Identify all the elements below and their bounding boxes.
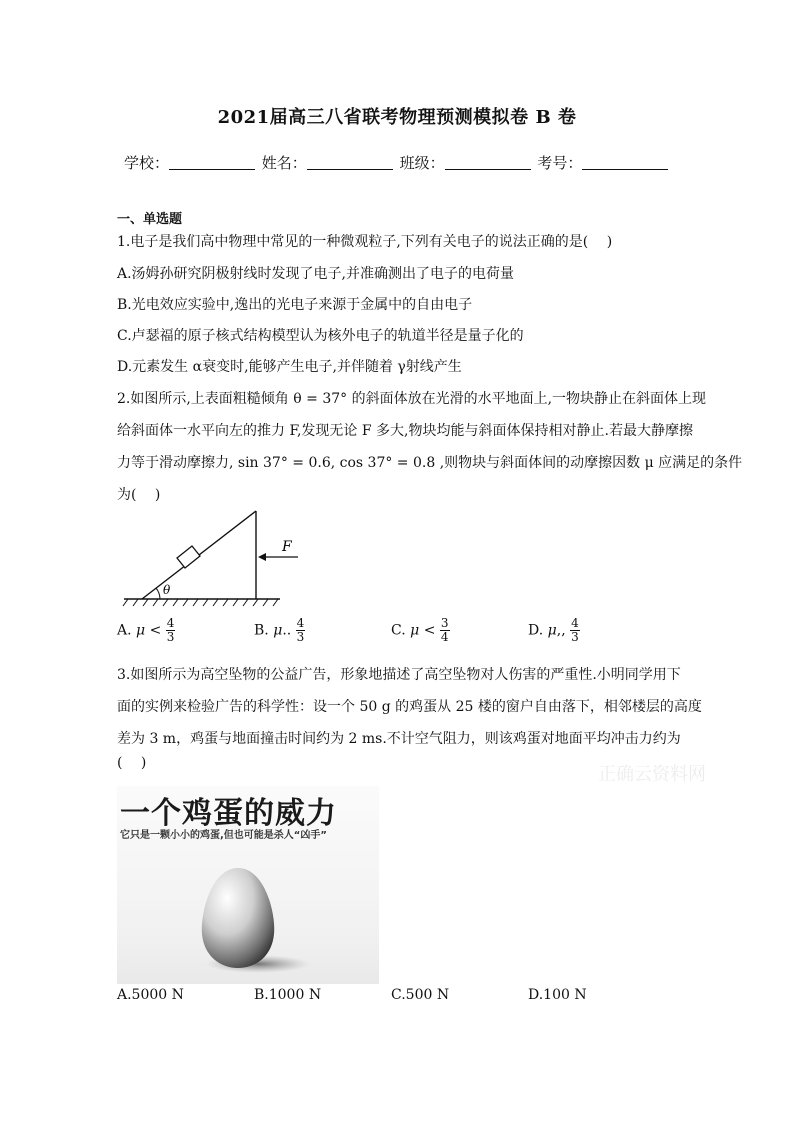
exam-number-label: 考号： bbox=[537, 154, 583, 172]
q3-stem-line-4: ( ) bbox=[117, 755, 147, 771]
ground-line bbox=[123, 599, 280, 606]
q1-option-a: A.汤姆孙研究阴极射线时发现了电子,并准确测出了电子的电荷量 bbox=[117, 266, 515, 282]
incline-figure bbox=[118, 505, 308, 609]
q1-stem: 1.电子是我们高中物理中常见的一种微观粒子,下列有关电子的说法正确的是( ) bbox=[117, 234, 613, 250]
school-blank bbox=[169, 155, 255, 170]
q3-option-d: D.100 N bbox=[528, 987, 587, 1003]
q2-stem-line-1: 2.如图所示,上表面粗糙倾角 θ = 37° 的斜面体放在光滑的水平地面上,一物块静止在斜面体上现 bbox=[117, 391, 707, 407]
poster-title: 一个鸡蛋的威力 bbox=[120, 796, 337, 831]
section-heading: 一、单选题 bbox=[117, 212, 183, 227]
q2-stem-line-2: 给斜面体一水平向左的推力 F,发现无论 F 多大,物块均能与斜面体保持相对静止.若最大静摩擦 bbox=[117, 423, 693, 439]
name-label: 姓名： bbox=[261, 154, 307, 172]
q2-option-c: C. μ < $\frac{3}{4}$ bbox=[391, 616, 449, 644]
school-label: 学校： bbox=[124, 154, 170, 172]
q2-option-d: D. μ,, $\frac{4}{3}$ bbox=[528, 616, 579, 644]
q1-option-b: B.光电效应实验中,逸出的光电子来源于金属中的自由电子 bbox=[117, 297, 473, 313]
q3-stem-line-2: 面的实例来检验广告的科学性：设一个 50 g 的鸡蛋从 25 楼的窗户自由落下，相邻楼层的高度 bbox=[117, 699, 702, 715]
fraction: $\frac{4}{3}$ bbox=[571, 616, 579, 644]
student-info-line bbox=[124, 152, 670, 173]
name-blank bbox=[307, 155, 393, 170]
class-label: 班级： bbox=[399, 154, 445, 172]
class-blank bbox=[445, 155, 531, 170]
exam-number-blank bbox=[582, 155, 668, 170]
q3-stem-line-1: 3.如图所示为高空坠物的公益广告，形象地描述了高空坠物对人伤害的严重性.小明同学用下 bbox=[117, 667, 681, 683]
angle-arc bbox=[156, 588, 160, 599]
q3-option-c: C.500 N bbox=[391, 987, 450, 1003]
force-label: F bbox=[282, 539, 292, 555]
q2-option-a: A. μ < $\frac{4}{3}$ bbox=[117, 616, 175, 644]
exam-title: 2021届高三八省联考物理预测模拟卷 B 卷 bbox=[217, 107, 577, 128]
q2-stem-line-4: 为( ) bbox=[117, 487, 161, 503]
poster-subtitle: 它只是一颗小小的鸡蛋,但也可能是杀人“凶手” bbox=[120, 830, 327, 841]
q1-option-c: C.卢瑟福的原子核式结构模型认为核外电子的轨道半径是量子化的 bbox=[117, 328, 524, 344]
watermark: 正确云资料网 bbox=[598, 764, 706, 785]
q2-stem-line-3: 力等于滑动摩擦力, sin 37° = 0.6, cos 37° = 0.8 ,则物块与斜面体间的动摩擦因数 μ 应满足的条件 bbox=[117, 455, 743, 471]
q3-option-b: B.1000 N bbox=[254, 987, 322, 1003]
angle-label: θ bbox=[163, 583, 171, 597]
fraction: $\frac{4}{3}$ bbox=[296, 616, 305, 644]
egg-image bbox=[180, 850, 320, 980]
fraction: $\frac{4}{3}$ bbox=[166, 616, 175, 644]
force-arrow bbox=[258, 553, 298, 561]
block-on-incline bbox=[177, 546, 200, 568]
q3-option-a: A.5000 N bbox=[117, 987, 184, 1003]
q2-option-b: B. μ.. $\frac{4}{3}$ bbox=[254, 616, 305, 644]
q1-option-d: D.元素发生 α衰变时,能够产生电子,并伴随着 γ射线产生 bbox=[117, 359, 462, 375]
fraction: $\frac{3}{4}$ bbox=[440, 616, 449, 644]
q3-stem-line-3: 差为 3 m，鸡蛋与地面撞击时间约为 2 ms.不计空气阻力，则该鸡蛋对地面平均冲击力约为 bbox=[117, 731, 681, 747]
